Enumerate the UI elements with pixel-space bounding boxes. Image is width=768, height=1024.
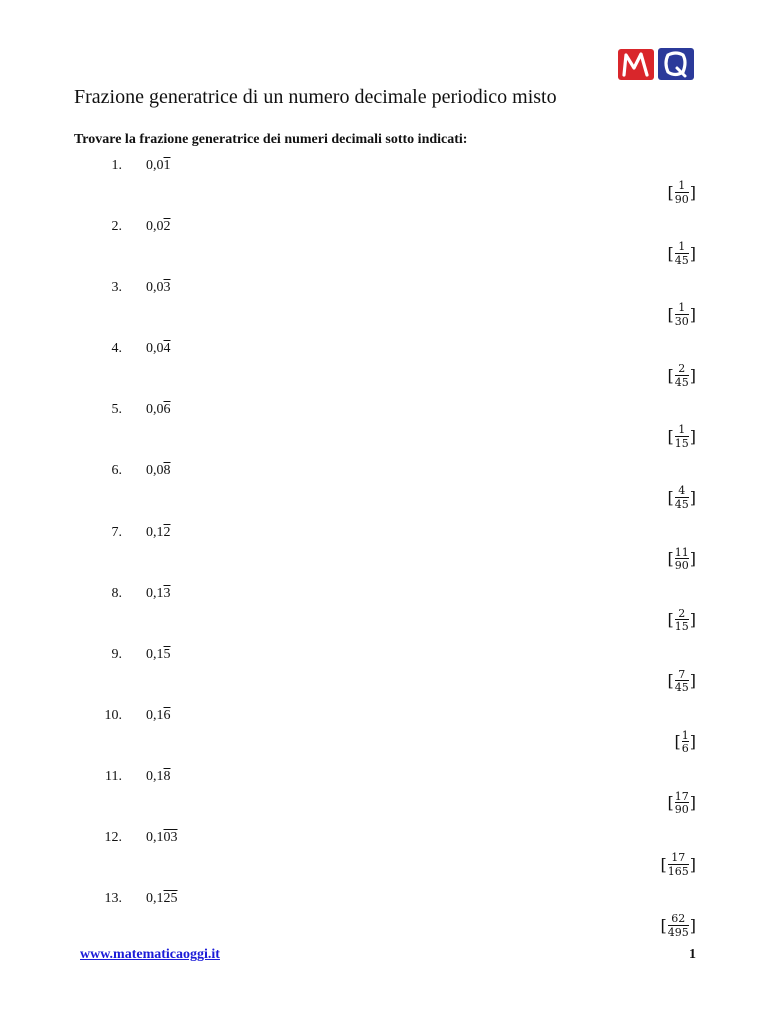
periodic-decimal — [146, 341, 171, 357]
answer-fraction — [675, 730, 697, 755]
decimal-base: 0,1 — [146, 585, 164, 601]
exercise-number: 4. — [111, 341, 122, 357]
fraction — [674, 547, 690, 572]
decimal-base: 0,1 — [146, 707, 164, 723]
fraction — [667, 852, 690, 877]
fraction-numerator: 11 — [674, 545, 689, 559]
open-bracket: [ — [674, 732, 681, 752]
close-bracket: ] — [689, 732, 696, 752]
answer-fraction — [668, 302, 697, 327]
exercise-item — [0, 219, 768, 280]
exercise-number: 2. — [111, 219, 122, 235]
decimal-period: 5 — [163, 646, 171, 662]
fraction — [667, 913, 690, 938]
fraction-numerator: 2 — [678, 362, 686, 376]
fraction-denominator: 45 — [674, 498, 689, 512]
page-number: 1 — [689, 947, 696, 962]
fraction — [674, 302, 690, 327]
periodic-decimal — [146, 280, 171, 296]
periodic-decimal — [146, 586, 171, 602]
close-bracket: ] — [689, 671, 696, 691]
fraction — [674, 363, 690, 388]
answer-fraction — [668, 180, 697, 205]
open-bracket: [ — [667, 426, 674, 446]
fraction-numerator: 7 — [678, 667, 686, 681]
fraction-denominator: 45 — [674, 681, 689, 695]
decimal-period: 8 — [163, 463, 171, 479]
fraction-denominator: 6 — [681, 742, 689, 756]
fraction — [674, 485, 690, 510]
open-bracket: [ — [667, 549, 674, 569]
answer-fraction — [668, 547, 697, 572]
exercise-item — [0, 647, 768, 708]
decimal-period: 4 — [163, 341, 171, 357]
exercise-number: 12. — [104, 830, 122, 846]
periodic-decimal — [146, 708, 171, 724]
footer-website-link[interactable]: www.matematicaoggi.it — [80, 947, 220, 962]
matematicaoggi-logo — [617, 46, 695, 82]
fraction-numerator: 17 — [674, 789, 689, 803]
exercise-item — [0, 158, 768, 219]
answer-fraction — [661, 913, 697, 938]
exercise-number: 7. — [111, 524, 122, 540]
periodic-decimal — [146, 525, 171, 541]
open-bracket: [ — [667, 610, 674, 630]
decimal-base: 0,1 — [146, 524, 164, 540]
close-bracket: ] — [689, 854, 696, 874]
exercise-number: 3. — [111, 280, 122, 296]
decimal-period: 25 — [163, 891, 178, 907]
fraction-denominator: 30 — [674, 314, 689, 328]
open-bracket: [ — [667, 671, 674, 691]
decimal-base: 0,0 — [146, 219, 164, 235]
open-bracket: [ — [667, 182, 674, 202]
periodic-decimal — [146, 769, 171, 785]
decimal-period: 2 — [163, 219, 171, 235]
decimal-base: 0,1 — [146, 646, 164, 662]
decimal-base: 0,0 — [146, 158, 164, 173]
exercise-number: 11. — [105, 768, 122, 784]
fraction-numerator: 1 — [678, 240, 686, 254]
open-bracket: [ — [667, 365, 674, 385]
close-bracket: ] — [689, 793, 696, 813]
answer-fraction — [668, 363, 697, 388]
open-bracket: [ — [667, 488, 674, 508]
fraction-numerator: 1 — [681, 728, 689, 742]
fraction — [674, 241, 690, 266]
page-title: Frazione generatrice di un numero decimale periodico misto — [74, 86, 557, 108]
fraction-denominator: 90 — [674, 559, 689, 573]
fraction-numerator: 17 — [671, 851, 686, 865]
exercise-number: 6. — [111, 463, 122, 479]
exercise-item — [0, 586, 768, 647]
fraction-denominator: 15 — [674, 436, 689, 450]
fraction — [681, 730, 690, 755]
exercise-item — [0, 280, 768, 341]
periodic-decimal — [146, 830, 178, 846]
fraction-denominator: 495 — [667, 925, 689, 939]
answer-fraction — [668, 424, 697, 449]
exercise-number: 10. — [104, 707, 122, 723]
fraction-numerator: 1 — [678, 301, 686, 315]
fraction — [674, 608, 690, 633]
periodic-decimal — [146, 463, 171, 479]
decimal-period: 03 — [163, 830, 178, 846]
fraction — [674, 180, 690, 205]
close-bracket: ] — [689, 365, 696, 385]
close-bracket: ] — [689, 610, 696, 630]
close-bracket: ] — [689, 549, 696, 569]
fraction-denominator: 45 — [674, 253, 689, 267]
decimal-period: 8 — [163, 768, 171, 784]
fraction-numerator: 4 — [678, 484, 686, 498]
exercise-item — [0, 525, 768, 586]
open-bracket: [ — [660, 854, 667, 874]
decimal-base: 0,1 — [146, 768, 164, 784]
answer-fraction — [668, 791, 697, 816]
decimal-period: 1 — [163, 158, 171, 173]
decimal-period: 2 — [163, 524, 171, 540]
decimal-base: 0,0 — [146, 402, 164, 418]
answer-fraction — [668, 485, 697, 510]
exercise-item — [0, 708, 768, 769]
close-bracket: ] — [689, 182, 696, 202]
decimal-period: 3 — [163, 280, 171, 296]
fraction — [674, 669, 690, 694]
exercise-item — [0, 463, 768, 524]
open-bracket: [ — [667, 304, 674, 324]
fraction — [674, 791, 690, 816]
close-bracket: ] — [689, 488, 696, 508]
fraction-denominator: 15 — [674, 620, 689, 634]
exercise-item — [0, 891, 768, 952]
close-bracket: ] — [689, 915, 696, 935]
exercise-number: 8. — [111, 585, 122, 601]
answer-fraction — [668, 669, 697, 694]
fraction-denominator: 90 — [674, 803, 689, 817]
answer-fraction — [661, 852, 697, 877]
decimal-base: 0,0 — [146, 341, 164, 357]
decimal-base: 0,0 — [146, 463, 164, 479]
fraction-numerator: 1 — [678, 423, 686, 437]
periodic-decimal — [146, 647, 171, 663]
exercise-number: 1. — [111, 158, 122, 173]
decimal-period: 6 — [163, 707, 171, 723]
periodic-decimal — [146, 158, 171, 174]
fraction — [674, 424, 690, 449]
exercise-item — [0, 769, 768, 830]
decimal-period: 3 — [163, 585, 171, 601]
fraction-numerator: 62 — [671, 912, 686, 926]
exercise-number: 5. — [111, 402, 122, 418]
decimal-base: 0,1 — [146, 830, 164, 846]
open-bracket: [ — [660, 915, 667, 935]
fraction-denominator: 165 — [667, 864, 689, 878]
answer-fraction — [668, 608, 697, 633]
open-bracket: [ — [667, 243, 674, 263]
instruction-text: Trovare la frazione generatrice dei numeri decimali sotto indicati: — [74, 132, 468, 147]
close-bracket: ] — [689, 426, 696, 446]
periodic-decimal — [146, 219, 171, 235]
close-bracket: ] — [689, 243, 696, 263]
fraction-denominator: 90 — [674, 192, 689, 206]
open-bracket: [ — [667, 793, 674, 813]
exercise-number: 13. — [104, 891, 122, 907]
decimal-base: 0,1 — [146, 891, 164, 907]
decimal-base: 0,0 — [146, 280, 164, 296]
exercise-number: 9. — [111, 646, 122, 662]
fraction-numerator: 1 — [678, 179, 686, 192]
decimal-period: 6 — [163, 402, 171, 418]
fraction-denominator: 45 — [674, 375, 689, 389]
exercise-item — [0, 830, 768, 891]
periodic-decimal — [146, 402, 171, 418]
exercise-list — [0, 158, 768, 952]
fraction-numerator: 2 — [678, 606, 686, 620]
exercise-item — [0, 341, 768, 402]
exercise-item — [0, 402, 768, 463]
answer-fraction — [668, 241, 697, 266]
close-bracket: ] — [689, 304, 696, 324]
periodic-decimal — [146, 891, 178, 907]
